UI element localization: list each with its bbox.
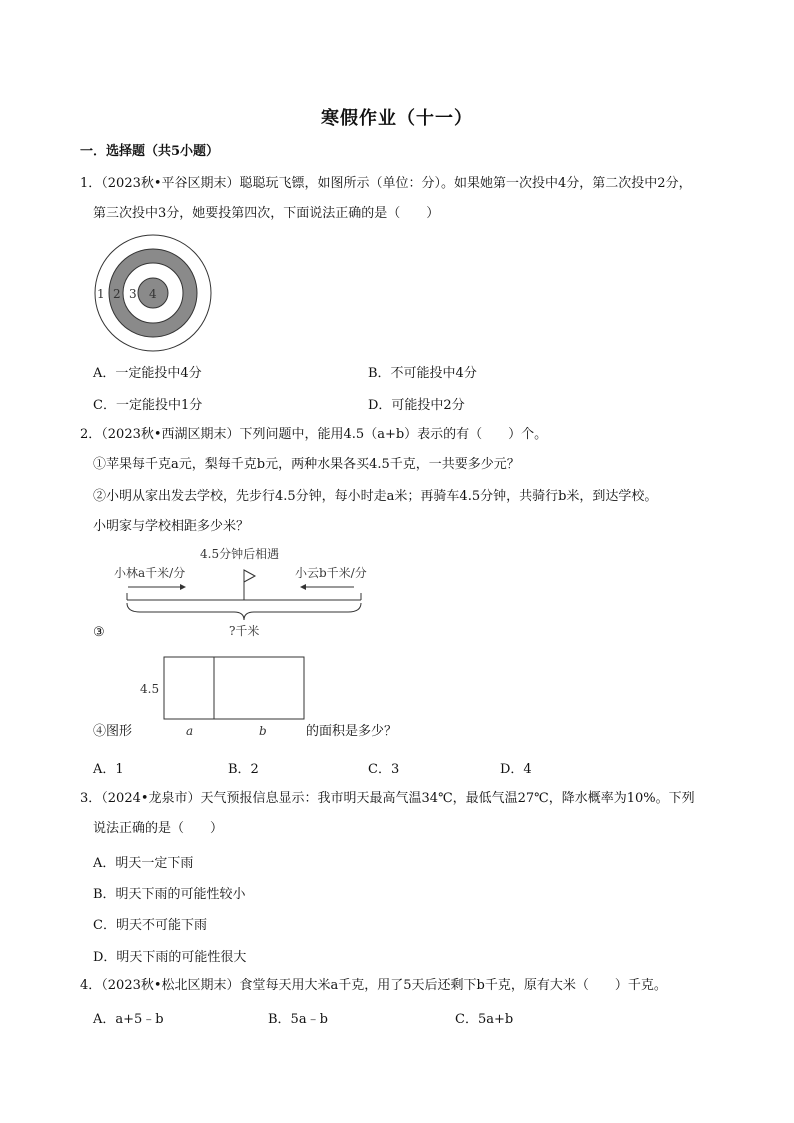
q3-line1: 3．（2024•龙泉市）天气预报信息显示：我市明天最高气温34℃，最低气温27℃，降水概率为10%。下列 xyxy=(80,791,695,806)
area-rectangle-figure xyxy=(136,652,311,742)
q1-option-a[interactable]: A．一定能投中4分 xyxy=(93,366,202,381)
q3-line2: 说法正确的是（ ） xyxy=(93,821,224,836)
q1-option-c[interactable]: C．一定能投中1分 xyxy=(93,398,203,413)
q2-line1: 2．（2023秋•西湖区期末）下列问题中，能用4.5（a+b）表示的有（ ）个。 xyxy=(80,427,548,442)
outer-rectangle xyxy=(164,657,304,719)
dartboard-figure xyxy=(92,234,216,352)
section-heading: 一．选择题（共5小题） xyxy=(80,144,220,159)
width-a-label: a xyxy=(186,724,194,738)
q3-option-b[interactable]: B．明天下雨的可能性较小 xyxy=(93,887,246,902)
q2-option-a[interactable]: A．1 xyxy=(93,762,124,777)
q2-option-d[interactable]: D．4 xyxy=(500,762,532,777)
right-arrow-head xyxy=(300,584,306,590)
q2-item4-suffix: 的面积是多少？ xyxy=(306,724,398,739)
q1-line1: 1．（2023秋•平谷区期末）聪聪玩飞镖，如图所示（单位：分）。如果她第一次投中4分，第二次投中2分， xyxy=(80,176,692,191)
target-label-2: 2 xyxy=(113,287,121,301)
q4-option-b[interactable]: B．5a﹣b xyxy=(268,1012,328,1027)
q2-option-b[interactable]: B．2 xyxy=(228,762,259,777)
distance-brace xyxy=(127,603,361,620)
q3-option-c[interactable]: C．明天不可能下雨 xyxy=(93,918,207,933)
width-b-label: b xyxy=(259,724,267,738)
q3-option-d[interactable]: D．明天下雨的可能性很大 xyxy=(93,950,247,965)
target-label-4: 4 xyxy=(149,287,157,301)
q2-item2-line2: 小明家与学校相距多少米？ xyxy=(93,519,250,534)
q2-item4-prefix: ④图形 xyxy=(93,724,133,739)
q2-item3-marker: ③ xyxy=(93,625,105,640)
q2-item2-line1: ②小明从家出发去学校，先步行4.5分钟，每小时走a米；再骑车4.5分钟，共骑行b米，到达学校。 xyxy=(93,489,658,504)
page-title: 寒假作业（十一） xyxy=(321,108,473,129)
left-speed-label: 小林a千米/分 xyxy=(114,566,186,580)
q2-option-c[interactable]: C．3 xyxy=(368,762,400,777)
meeting-diagram xyxy=(110,540,390,640)
total-distance-label: ?千米 xyxy=(229,624,260,638)
left-arrow-head xyxy=(180,584,186,590)
flag-icon xyxy=(244,570,255,582)
q1-line2: 第三次投中3分，她要投第四次，下面说法正确的是（ ） xyxy=(93,206,440,221)
q4-option-a[interactable]: A．a+5﹣b xyxy=(93,1012,164,1027)
height-label: 4.5 xyxy=(140,682,160,696)
q4-line1: 4．（2023秋•松北区期末）食堂每天用大米a千克，用了5天后还剩下b千克，原有大米（ ）千克。 xyxy=(80,978,667,993)
meet-label: 4.5分钟后相遇 xyxy=(200,547,280,561)
q2-item1: ①苹果每千克a元，梨每千克b元，两种水果各买4.5千克，一共要多少元？ xyxy=(93,457,520,472)
q3-option-a[interactable]: A．明天一定下雨 xyxy=(93,856,194,871)
right-speed-label: 小云b千米/分 xyxy=(295,566,367,580)
q1-option-b[interactable]: B．不可能投中4分 xyxy=(368,366,477,381)
target-label-3: 3 xyxy=(129,287,137,301)
q1-option-d[interactable]: D．可能投中2分 xyxy=(368,398,465,413)
q4-option-c[interactable]: C．5a+b xyxy=(455,1012,514,1027)
target-label-1: 1 xyxy=(97,287,105,301)
